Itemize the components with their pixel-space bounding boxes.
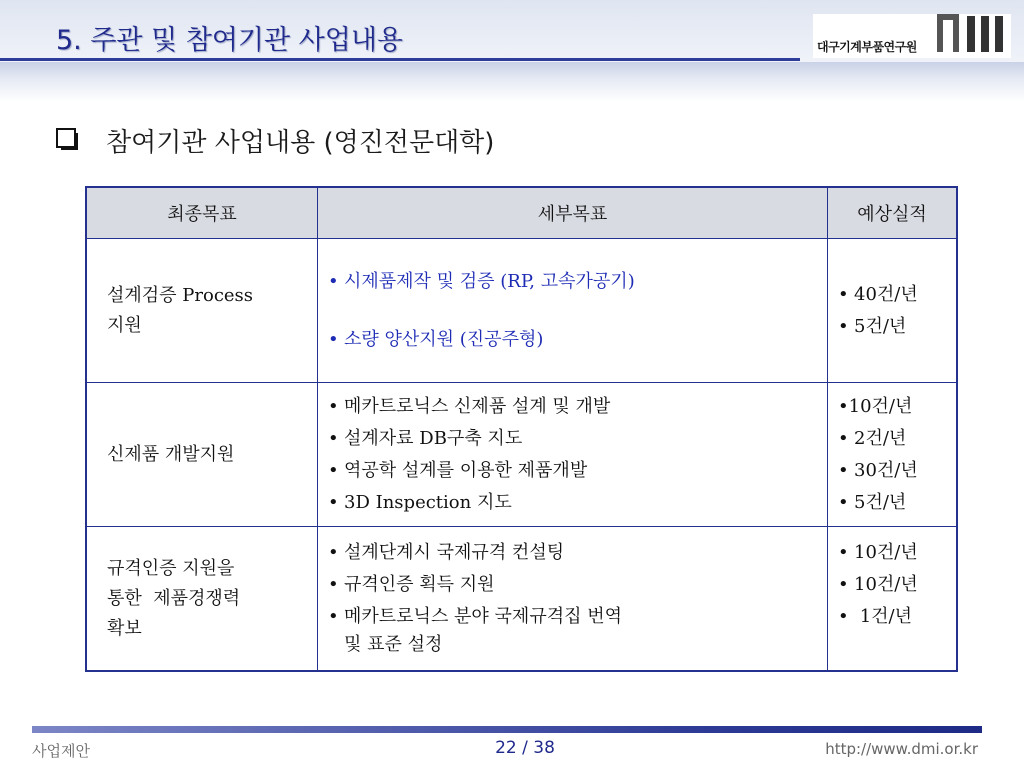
detail-goal-cell xyxy=(318,239,828,383)
logo-mark-icon xyxy=(937,14,1009,52)
footer-url[interactable]: http://www.dmi.or.kr xyxy=(825,740,978,758)
list-item: • 설계단계시 국제규격 컨설팅 xyxy=(328,542,565,563)
list-item: • 10건/년 xyxy=(838,574,918,595)
table-row xyxy=(86,383,957,527)
list-item: • 메카트로닉스 신제품 설계 및 개발 xyxy=(328,395,611,417)
list-item: • 5건/년 xyxy=(838,315,907,337)
logo-text: 대구기계부품연구원 xyxy=(817,40,917,54)
list-item: • 역공학 설계를 이용한 제품개발 xyxy=(328,459,588,481)
list-item: • 10건/년 xyxy=(838,542,918,563)
list-item: • 메카트로닉스 분야 국제규격집 번역 xyxy=(328,606,622,627)
goal-line: 확보 xyxy=(107,617,142,639)
goal-line: 지원 xyxy=(107,314,142,336)
list-item: • 40건/년 xyxy=(838,283,918,305)
list-item: • 3D Inspection 지도 xyxy=(328,491,512,513)
list-item: • 2건/년 xyxy=(838,427,907,449)
goal-line: 신제품 개발지원 xyxy=(107,443,235,465)
final-goal-cell xyxy=(86,239,318,383)
footer-label: 사업제안 xyxy=(32,742,90,760)
checkbox-icon xyxy=(56,128,78,150)
page-number: 22 / 38 xyxy=(495,738,555,758)
goal-line: 설계검증 Process xyxy=(107,284,254,306)
detail-list xyxy=(328,266,827,356)
header-stripe xyxy=(0,62,1024,102)
goal-line: 통한 제품경쟁력 xyxy=(107,587,241,609)
subtitle: 참여기관 사업내용 (영진전문대학) xyxy=(106,128,495,158)
expected-result-cell xyxy=(828,527,958,672)
goal-line: 규격인증 지원을 xyxy=(107,557,235,579)
title-underline xyxy=(0,58,800,61)
list-item: • 시제품제작 및 검증 (RP, 고속가공기) xyxy=(328,270,635,292)
table-row xyxy=(86,527,957,672)
detail-goal-cell xyxy=(318,383,828,527)
list-item: • 30건/년 xyxy=(838,459,918,481)
list-item: • 소량 양산지원 (진공주형) xyxy=(328,328,544,350)
logo xyxy=(813,14,1011,58)
header-expected-result: 예상실적 xyxy=(828,187,958,239)
table-header-row xyxy=(86,187,957,239)
result-list xyxy=(838,279,956,343)
detail-goal-cell xyxy=(318,527,828,672)
business-table xyxy=(85,186,958,672)
expected-result-cell xyxy=(828,239,958,383)
footer-bar xyxy=(32,726,982,733)
final-goal-cell xyxy=(86,383,318,527)
expected-result-cell xyxy=(828,383,958,527)
final-goal-cell xyxy=(86,527,318,672)
result-list xyxy=(838,391,956,519)
header-detail-goal: 세부목표 xyxy=(318,187,828,239)
list-item: • 5건/년 xyxy=(838,491,907,513)
list-item: • 설계자료 DB구축 지도 xyxy=(328,427,523,449)
detail-list xyxy=(328,391,827,519)
result-list xyxy=(838,537,956,633)
page-title: 5. 주관 및 참여기관 사업내용 xyxy=(56,25,403,56)
detail-list xyxy=(328,537,827,657)
list-item-continuation: 및 표준 설정 xyxy=(344,634,443,655)
list-item: • 1건/년 xyxy=(838,606,913,627)
list-item: • 규격인증 획득 지원 xyxy=(328,574,495,595)
list-item: •10건/년 xyxy=(838,395,913,417)
header-final-goal: 최종목표 xyxy=(86,187,318,239)
table-row xyxy=(86,239,957,383)
